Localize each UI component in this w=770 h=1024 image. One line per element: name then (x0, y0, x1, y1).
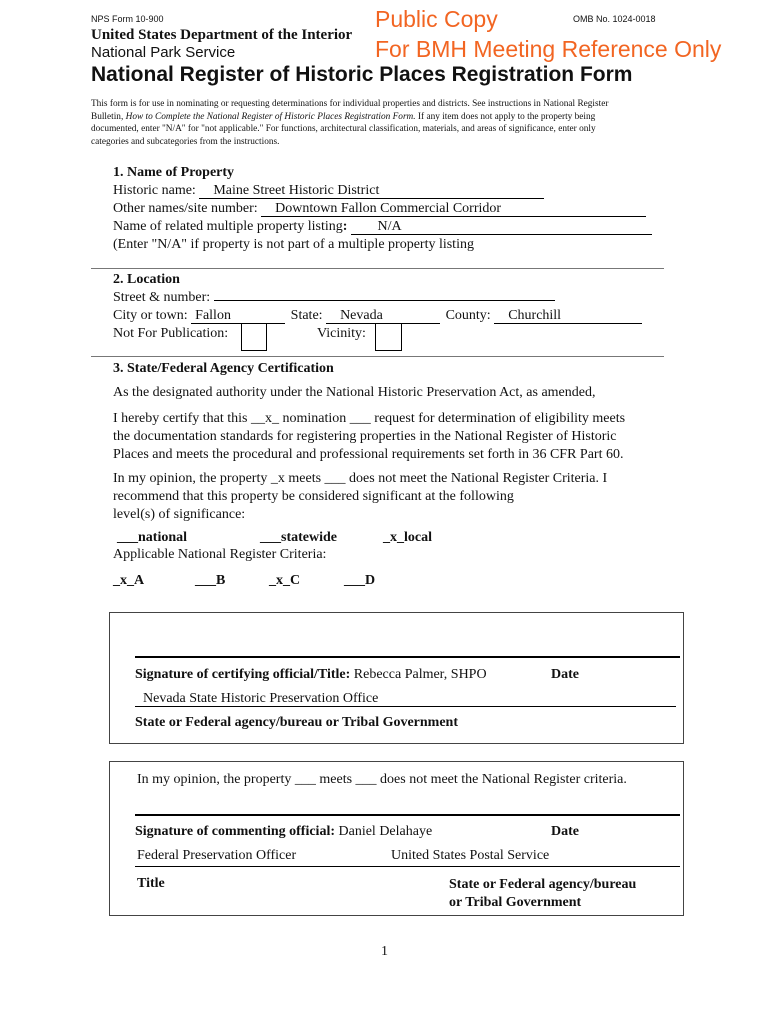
criteria-d-mark: ___ (344, 573, 365, 588)
public-copy-stamp: Public Copy (375, 6, 498, 32)
certify-prefix: I hereby certify that this (113, 411, 252, 426)
commenting-agency-value[interactable]: United States Postal Service (391, 848, 550, 863)
department-name: United States Department of the Interior (91, 27, 353, 43)
not-for-publication-label: Not For Publication: (113, 326, 229, 341)
criteria-c[interactable] (269, 573, 300, 589)
criteria-b-letter: B (216, 573, 226, 588)
historic-name-label: Historic name: (113, 183, 200, 198)
commenting-official-name: Daniel Delahaye (338, 824, 433, 839)
certifying-date-label: Date (551, 667, 579, 682)
intro-line: documented, enter "N/A" for "not applicable." For functions, architectural classification, materials, and areas of significance, enter only (91, 124, 596, 134)
city-state-county-row (113, 308, 642, 324)
meets-label: meets (284, 471, 325, 486)
nomination-check[interactable]: __x_ (251, 411, 280, 426)
does-not-meet-label: does not meet the National Register Criteria. I (345, 471, 608, 486)
certify-line: Places and meets the procedural and professional requirements set forth in 36 CFR Part 60. (113, 447, 624, 462)
criteria-label: Applicable National Register Criteria: (113, 547, 327, 562)
related-listing-colon: : (342, 219, 348, 234)
level-statewide-label: statewide (281, 530, 337, 545)
criteria-c-mark: _x_ (269, 573, 290, 588)
service-name: National Park Service (91, 44, 236, 61)
level-local-label: local (404, 530, 432, 545)
intro-text (91, 98, 608, 148)
certifying-signature-label: Signature of certifying official/Title: (135, 667, 354, 682)
criteria-b[interactable] (195, 573, 225, 589)
certifying-signature-row (135, 667, 487, 683)
form-title: National Register of Historic Places Registration Form (91, 63, 633, 86)
certifying-office-row (135, 691, 676, 707)
not-for-publication-checkbox[interactable] (241, 323, 267, 351)
related-listing-row (113, 219, 652, 235)
opinion-prefix: In my opinion, the property (113, 471, 271, 486)
criteria-d-letter: D (365, 573, 376, 588)
street-row (113, 290, 555, 306)
related-listing-label: Name of related multiple property listing (113, 219, 343, 234)
section-divider (91, 268, 664, 269)
street-label: Street & number: (113, 290, 214, 305)
section2-heading: 2. Location (113, 272, 180, 287)
vicinity-checkbox[interactable] (375, 323, 402, 351)
criteria-a-letter: A (134, 573, 145, 588)
commenting-title-label: Title (137, 876, 165, 891)
commenting-opinion-prefix: In my opinion, the property (137, 772, 295, 787)
page-number: 1 (381, 944, 388, 959)
commenting-does-not-meet-check[interactable]: ___ (355, 772, 377, 787)
section3-heading: 3. State/Federal Agency Certification (113, 361, 334, 376)
vicinity-label: Vicinity: (317, 326, 366, 341)
criteria-a-mark: _x_ (113, 573, 134, 588)
level-national[interactable] (117, 530, 187, 546)
city-field[interactable]: Fallon (191, 308, 285, 324)
agency-label-line: State or Federal agency/bureau (449, 877, 637, 892)
opinion-paragraph (113, 470, 607, 524)
opinion-line: recommend that this property be considered significant at the following (113, 489, 514, 504)
certifying-agency-label: State or Federal agency/bureau or Tribal Government (135, 715, 459, 730)
commenting-title-value[interactable]: Federal Preservation Officer (137, 848, 297, 863)
criteria-c-letter: C (290, 573, 301, 588)
county-label: County: (445, 308, 495, 323)
criteria-d[interactable] (344, 573, 375, 589)
meeting-reference-stamp: For BMH Meeting Reference Only (375, 36, 722, 62)
level-national-label: national (138, 530, 188, 545)
state-field[interactable]: Nevada (326, 308, 440, 324)
county-field[interactable]: Churchill (494, 308, 642, 324)
related-listing-field[interactable]: N/A (351, 219, 652, 235)
intro-fragment: Bulletin, (91, 111, 126, 122)
certifying-office-field[interactable]: Nevada State Historic Preservation Office (135, 691, 676, 707)
intro-line: categories and subcategories from the instructions. (91, 136, 280, 147)
commenting-signature-label: Signature of commenting official: (135, 824, 339, 839)
signature-line[interactable] (135, 814, 680, 816)
omb-number: OMB No. 1024-0018 (573, 14, 656, 24)
certification-paragraph (113, 410, 625, 464)
meets-check[interactable]: _x (270, 471, 285, 486)
level-local[interactable] (383, 530, 432, 546)
commenting-agency-label (449, 876, 636, 912)
other-names-label: Other names/site number: (113, 201, 262, 216)
city-label: City or town: (113, 308, 192, 323)
certify-line (113, 410, 625, 428)
title-agency-line (135, 866, 680, 867)
form-number: NPS Form 10-900 (91, 14, 164, 24)
agency-label-line: or Tribal Government (449, 895, 582, 910)
related-listing-note: (Enter "N/A" if property is not part of a multiple property listing (113, 237, 474, 252)
historic-name-field[interactable]: Maine Street Historic District (199, 183, 544, 199)
intro-fragment: If any item does not apply to the property being (415, 111, 596, 122)
state-label: State: (290, 308, 327, 323)
opinion-line (113, 470, 607, 488)
criteria-a[interactable] (113, 573, 144, 589)
opinion-line: level(s) of significance: (113, 507, 246, 522)
determination-check[interactable]: ___ (349, 411, 371, 426)
commenting-does-not-meet-label: does not meet the National Register criteria. (376, 772, 627, 787)
bulletin-title: How to Complete the National Register of Historic Places Registration Form. (125, 111, 416, 122)
commenting-opinion-row (137, 772, 627, 788)
commenting-meets-label: meets (315, 772, 356, 787)
signature-line[interactable] (135, 656, 680, 658)
certifying-official-name: Rebecca Palmer, SHPO (353, 667, 487, 682)
does-not-meet-check[interactable]: ___ (324, 471, 346, 486)
historic-name-row (113, 183, 544, 199)
nomination-label: nomination (279, 411, 350, 426)
intro-line (91, 111, 608, 124)
section1-heading: 1. Name of Property (113, 165, 235, 180)
intro-line: This form is for use in nominating or requesting determinations for individual properties and districts. See instructions in National Register (91, 99, 609, 109)
section-divider (91, 356, 664, 357)
level-statewide-mark: ___ (260, 530, 281, 545)
level-national-mark: ___ (117, 530, 138, 545)
commenting-signature-row (135, 824, 432, 840)
determination-label: request for determination of eligibility meets (370, 411, 626, 426)
commenting-meets-check[interactable]: ___ (294, 772, 316, 787)
other-names-field[interactable]: Downtown Fallon Commercial Corridor (261, 201, 646, 217)
street-field[interactable] (214, 300, 555, 301)
authority-text: As the designated authority under the National Historic Preservation Act, as amended, (113, 385, 596, 400)
certify-line: the documentation standards for registering properties in the National Register of Historic (113, 429, 617, 444)
criteria-b-mark: ___ (195, 573, 216, 588)
level-local-mark: _x_ (383, 530, 404, 545)
commenting-date-label: Date (551, 824, 579, 839)
other-names-row (113, 201, 646, 217)
level-statewide[interactable] (260, 530, 337, 546)
